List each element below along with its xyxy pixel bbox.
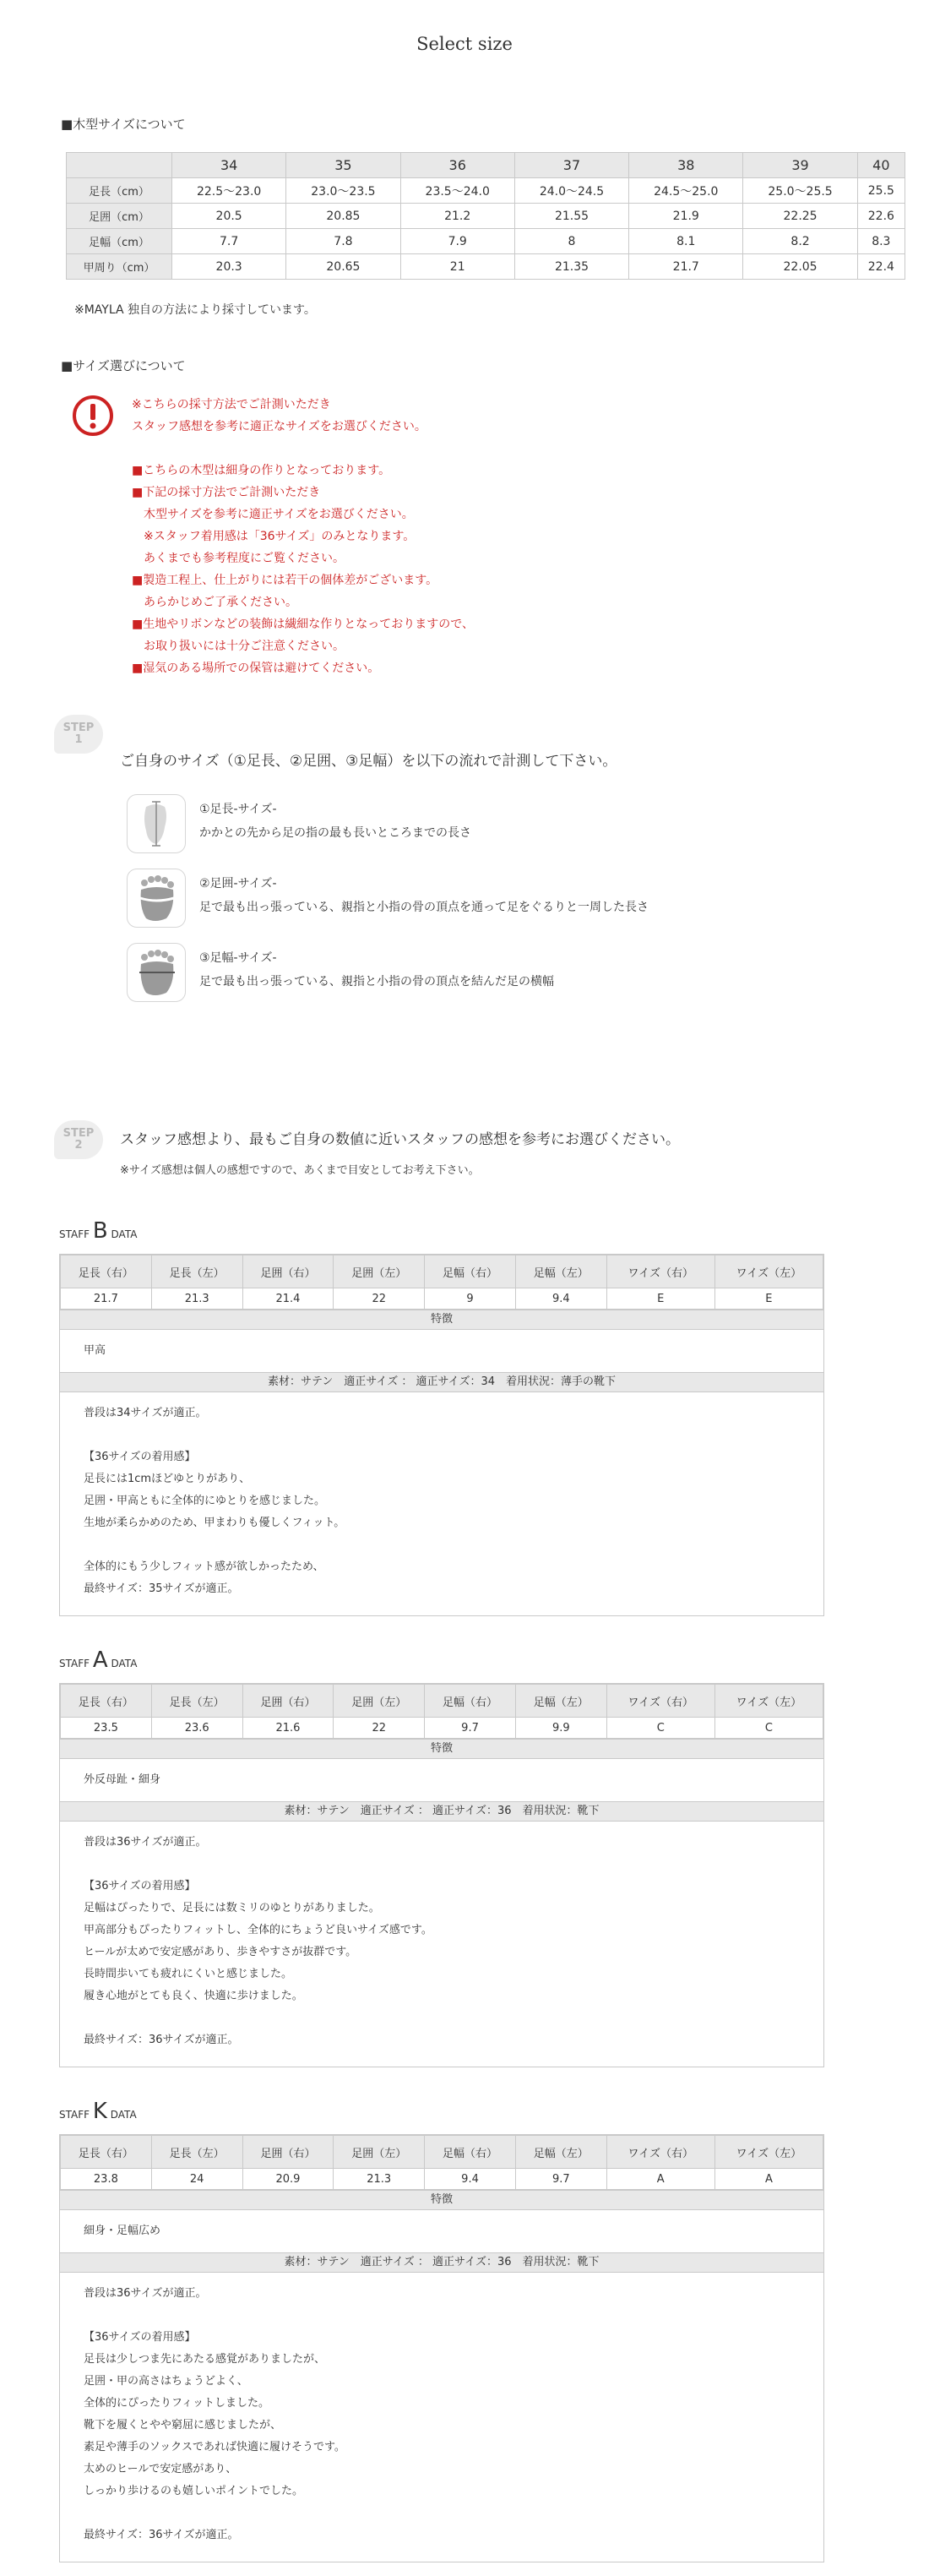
comment-line: 甲高部分もぴったりフィットし、全体的にちょうど良いサイズ感です。 bbox=[84, 1924, 432, 1936]
table-cell: 21.2 bbox=[400, 204, 514, 229]
comment-line: ヒールが太めで安定感があり、歩きやすさが抜群です。 bbox=[84, 1946, 357, 1958]
table-cell: 7.9 bbox=[400, 229, 514, 254]
size-selection-heading: ■サイズ選びについて bbox=[61, 358, 186, 373]
col-header: ワイズ（右） bbox=[606, 1685, 714, 1718]
table-cell: 23.5〜24.0 bbox=[400, 178, 514, 204]
value-cell: 22 bbox=[334, 1288, 425, 1310]
note-line: ■こちらの木型は細身の作りとなっております。 bbox=[132, 464, 391, 477]
value-cell: 9.4 bbox=[425, 2169, 516, 2190]
measure-girth bbox=[199, 872, 649, 919]
staff-letter: A bbox=[92, 1647, 108, 1673]
measure-title: ③足幅-サイズ- bbox=[199, 951, 277, 965]
table-cell: 8.2 bbox=[743, 229, 857, 254]
table-cell: 20.85 bbox=[286, 204, 400, 229]
table-cell: 21.9 bbox=[629, 204, 743, 229]
comment-line: 普段は36サイズが適正。 bbox=[84, 1836, 207, 1849]
col-header: 足囲（右） bbox=[242, 1255, 334, 1288]
staff-k-label bbox=[59, 2099, 137, 2124]
last-size-table bbox=[66, 152, 905, 280]
col-header: 足幅（右） bbox=[425, 1685, 516, 1718]
table-cell: 25.0〜25.5 bbox=[743, 178, 857, 204]
feature-text: 細身・足幅広め bbox=[84, 2225, 161, 2237]
table-cell: 20.3 bbox=[172, 254, 286, 280]
table-cell: 21.55 bbox=[514, 204, 628, 229]
table-cell: 21.7 bbox=[629, 254, 743, 280]
note-line: 木型サイズを参考に適正サイズをお選びください。 bbox=[132, 508, 414, 521]
warning-line: スタッフ感想を参考に適正なサイズをお選びください。 bbox=[132, 420, 426, 433]
staff-table bbox=[60, 1684, 823, 1739]
foot-width-icon bbox=[127, 943, 186, 1002]
measure-title: ②足囲-サイズ- bbox=[199, 877, 277, 890]
staff-prefix: STAFF bbox=[59, 2109, 90, 2121]
last-size-heading: ■木型サイズについて bbox=[61, 117, 186, 132]
row-label: 甲周り（cm） bbox=[67, 254, 172, 280]
size-cell: 38 bbox=[629, 153, 743, 178]
table-row bbox=[67, 178, 905, 204]
warning-line: ※こちらの採寸方法でご計測いただき bbox=[132, 398, 331, 411]
staff-b-label bbox=[59, 1218, 137, 1244]
feature-text: 外反母趾・細身 bbox=[84, 1773, 161, 1786]
value-cell: E bbox=[714, 1288, 823, 1310]
table-cell: 20.65 bbox=[286, 254, 400, 280]
staff-comments bbox=[60, 2273, 823, 2562]
col-header: ワイズ（左） bbox=[714, 1685, 823, 1718]
staff-suffix: DATA bbox=[110, 2109, 137, 2121]
col-header: 足長（右） bbox=[61, 1255, 152, 1288]
staff-header-row bbox=[61, 1255, 823, 1288]
table-cell: 7.8 bbox=[286, 229, 400, 254]
value-cell: 20.9 bbox=[242, 2169, 334, 2190]
table-cell: 21 bbox=[400, 254, 514, 280]
table-row bbox=[67, 229, 905, 254]
col-header: ワイズ（右） bbox=[606, 2136, 714, 2169]
staff-suffix: DATA bbox=[111, 1658, 138, 1669]
table-cell: 24.0〜24.5 bbox=[514, 178, 628, 204]
warning-text bbox=[132, 394, 426, 438]
table-cell: 22.25 bbox=[743, 204, 857, 229]
comment-line: 全体的にもう少しフィット感が欲しかったため、 bbox=[84, 1560, 324, 1573]
last-size-note: ※MAYLA 独自の方法により採寸しています。 bbox=[74, 303, 316, 317]
comment-line: 【36サイズの着用感】 bbox=[84, 1451, 196, 1463]
value-cell: 9.7 bbox=[425, 1718, 516, 1739]
wear-info: 素材：サテン 適正サイズ ： 適正サイズ：36 着用状況：靴下 bbox=[60, 2252, 823, 2273]
foot-girth-icon bbox=[127, 869, 186, 928]
step1-badge bbox=[54, 715, 103, 754]
comment-line bbox=[84, 2502, 800, 2524]
size-cell: 40 bbox=[857, 153, 905, 178]
value-cell: 21.3 bbox=[334, 2169, 425, 2190]
staff-comments bbox=[60, 1392, 823, 1615]
size-cell: 35 bbox=[286, 153, 400, 178]
measure-length bbox=[199, 798, 471, 845]
value-cell: 9.4 bbox=[515, 1288, 606, 1310]
staff-b-data bbox=[59, 1254, 824, 1616]
note-line: ■下記の採寸方法でご計測いただき bbox=[132, 486, 321, 499]
note-line: ■湿気のある場所での保管は避けてください。 bbox=[132, 662, 380, 675]
feature-header: 特徴 bbox=[60, 1310, 823, 1330]
comment-line bbox=[84, 2007, 800, 2029]
table-cell: 23.0〜23.5 bbox=[286, 178, 400, 204]
col-header: 足長（左） bbox=[151, 1255, 242, 1288]
staff-table bbox=[60, 1255, 823, 1310]
measure-desc: かかとの先から足の指の最も長いところまでの長さ bbox=[199, 826, 471, 840]
value-cell: 22 bbox=[334, 1718, 425, 1739]
comment-line: 普段は34サイズが適正。 bbox=[84, 1407, 207, 1419]
wear-info: 素材：サテン 適正サイズ ： 適正サイズ：36 着用状況：靴下 bbox=[60, 1801, 823, 1822]
staff-header-row bbox=[61, 2136, 823, 2169]
comment-line bbox=[84, 1534, 800, 1556]
comment-line: 足幅はぴったりで、足長には数ミリのゆとりがありました。 bbox=[84, 1902, 380, 1914]
col-header: 足長（左） bbox=[151, 2136, 242, 2169]
size-cell: 34 bbox=[172, 153, 286, 178]
size-cell: 36 bbox=[400, 153, 514, 178]
col-header: 足囲（右） bbox=[242, 2136, 334, 2169]
staff-value-row bbox=[61, 2169, 823, 2190]
table-cell: 22.4 bbox=[857, 254, 905, 280]
comment-line: 靴下を履くとやや窮屈に感じましたが、 bbox=[84, 2419, 282, 2432]
comment-line: 生地が柔らかめのため、甲まわりも優しくフィット。 bbox=[84, 1517, 345, 1529]
note-line: あくまでも参考程度にご覧ください。 bbox=[132, 552, 345, 565]
measure-title: ①足長-サイズ- bbox=[199, 803, 277, 816]
col-header: 足幅（左） bbox=[515, 2136, 606, 2169]
comment-line: 最終サイズ：36サイズが適正。 bbox=[84, 2529, 239, 2541]
comment-line: 素足や薄手のソックスであれば快適に履けそうです。 bbox=[84, 2441, 345, 2453]
step-number: 1 bbox=[74, 733, 83, 746]
staff-prefix: STAFF bbox=[59, 1658, 90, 1669]
col-header: 足長（右） bbox=[61, 1685, 152, 1718]
step1-text: ご自身のサイズ（①足長、②足囲、③足幅）を以下の流れで計測して下さい。 bbox=[120, 753, 617, 770]
comment-line: 【36サイズの着用感】 bbox=[84, 2331, 196, 2344]
value-cell: 23.5 bbox=[61, 1718, 152, 1739]
note-line: あらかじめご了承ください。 bbox=[132, 596, 297, 609]
value-cell: A bbox=[606, 2169, 714, 2190]
comment-line: しっかり歩けるのも嬉しいポイントでした。 bbox=[84, 2485, 304, 2497]
col-header: 足幅（左） bbox=[515, 1685, 606, 1718]
col-header: 足長（左） bbox=[151, 1685, 242, 1718]
staff-comments bbox=[60, 1822, 823, 2067]
col-header: 足囲（右） bbox=[242, 1685, 334, 1718]
col-header: 足囲（左） bbox=[334, 1255, 425, 1288]
measure-desc: 足で最も出っ張っている、親指と小指の骨の頂点を通って足をぐるりと一周した長さ bbox=[199, 901, 649, 914]
step-number: 2 bbox=[74, 1139, 83, 1152]
table-cell: 7.7 bbox=[172, 229, 286, 254]
table-cell: 25.5 bbox=[857, 178, 905, 204]
comment-line: 足長は少しつま先にあたる感覚がありましたが、 bbox=[84, 2353, 326, 2366]
measure-desc: 足で最も出っ張っている、親指と小指の骨の頂点を結んだ足の横幅 bbox=[199, 975, 554, 988]
note-line: お取り扱いには十分ご注意ください。 bbox=[132, 640, 345, 653]
comment-line: 足囲・甲高ともに全体的にゆとりを感じました。 bbox=[84, 1495, 326, 1507]
staff-k-data bbox=[59, 2134, 824, 2562]
comment-line: 最終サイズ：36サイズが適正。 bbox=[84, 2034, 239, 2046]
value-cell: 24 bbox=[151, 2169, 242, 2190]
size-cell: 39 bbox=[743, 153, 857, 178]
value-cell: E bbox=[606, 1288, 714, 1310]
value-cell: 21.7 bbox=[61, 1288, 152, 1310]
value-cell: 23.6 bbox=[151, 1718, 242, 1739]
step2-subtext: ※サイズ感想は個人の感想ですので、あくまで目安としてお考え下さい。 bbox=[120, 1164, 480, 1177]
size-notes bbox=[132, 460, 474, 679]
comment-line: 最終サイズ：35サイズが適正。 bbox=[84, 1582, 239, 1595]
comment-line: 太めのヒールで安定感があり、 bbox=[84, 2463, 237, 2475]
col-header: 足囲（左） bbox=[334, 1685, 425, 1718]
staff-header-row bbox=[61, 1685, 823, 1718]
value-cell: 9.9 bbox=[515, 1718, 606, 1739]
foot-length-icon bbox=[127, 794, 186, 853]
staff-value-row bbox=[61, 1718, 823, 1739]
col-header: 足囲（左） bbox=[334, 2136, 425, 2169]
staff-prefix: STAFF bbox=[59, 1228, 90, 1240]
row-label: 足囲（cm） bbox=[67, 204, 172, 229]
comment-line bbox=[84, 1424, 800, 1446]
table-cell: 22.05 bbox=[743, 254, 857, 280]
table-cell: 24.5〜25.0 bbox=[629, 178, 743, 204]
table-cell: 8.3 bbox=[857, 229, 905, 254]
staff-a-data bbox=[59, 1683, 824, 2067]
staff-letter: B bbox=[92, 1218, 108, 1244]
row-label: 足長（cm） bbox=[67, 178, 172, 204]
value-cell: C bbox=[606, 1718, 714, 1739]
feature-header: 特徴 bbox=[60, 2190, 823, 2210]
table-cell: 8 bbox=[514, 229, 628, 254]
note-line: ※スタッフ着用感は「36サイズ」のみとなります。 bbox=[132, 530, 416, 543]
table-row bbox=[67, 254, 905, 280]
comment-line bbox=[84, 2305, 800, 2327]
value-cell: 9.7 bbox=[515, 2169, 606, 2190]
corner-cell bbox=[67, 153, 172, 178]
col-header: 足長（右） bbox=[61, 2136, 152, 2169]
measure-width bbox=[199, 946, 554, 994]
step-word: STEP bbox=[62, 722, 95, 734]
comment-line: 足長には1cmほどゆとりがあり、 bbox=[84, 1473, 251, 1485]
col-header: ワイズ（左） bbox=[714, 2136, 823, 2169]
table-cell: 20.5 bbox=[172, 204, 286, 229]
table-cell: 8.1 bbox=[629, 229, 743, 254]
value-cell: C bbox=[714, 1718, 823, 1739]
value-cell: 21.6 bbox=[242, 1718, 334, 1739]
last-size-table-wrap bbox=[66, 152, 905, 280]
size-cell: 37 bbox=[514, 153, 628, 178]
col-header: 足幅（右） bbox=[425, 2136, 516, 2169]
col-header: 足幅（右） bbox=[425, 1255, 516, 1288]
value-cell: 21.4 bbox=[242, 1288, 334, 1310]
page-title: Select size bbox=[416, 34, 513, 54]
step2-badge bbox=[54, 1120, 103, 1159]
comment-line bbox=[84, 1854, 800, 1876]
comment-line: 足囲・甲の高さはちょうどよく、 bbox=[84, 2375, 248, 2388]
comment-line: 履き心地がとても良く、快適に歩けました。 bbox=[84, 1990, 303, 2002]
comment-line: 普段は36サイズが適正。 bbox=[84, 2287, 207, 2300]
table-cell: 22.5〜23.0 bbox=[172, 178, 286, 204]
staff-letter: K bbox=[92, 2099, 107, 2124]
note-line: ■製造工程上、仕上がりには若干の個体差がございます。 bbox=[132, 574, 438, 587]
exclamation-icon bbox=[71, 394, 115, 441]
staff-value-row bbox=[61, 1288, 823, 1310]
table-cell: 21.35 bbox=[514, 254, 628, 280]
wear-info: 素材：サテン 適正サイズ ： 適正サイズ：34 着用状況：薄手の靴下 bbox=[60, 1372, 823, 1392]
value-cell: 9 bbox=[425, 1288, 516, 1310]
size-header-row bbox=[67, 153, 905, 178]
value-cell: 23.8 bbox=[61, 2169, 152, 2190]
staff-a-label bbox=[59, 1647, 137, 1673]
staff-suffix: DATA bbox=[111, 1228, 138, 1240]
comment-line: 【36サイズの着用感】 bbox=[84, 1880, 196, 1893]
value-cell: A bbox=[714, 2169, 823, 2190]
feature-text: 甲高 bbox=[84, 1344, 106, 1357]
col-header: ワイズ（右） bbox=[606, 1255, 714, 1288]
col-header: 足幅（左） bbox=[515, 1255, 606, 1288]
comment-line: 全体的にぴったりフィットしました。 bbox=[84, 2397, 269, 2410]
note-line: ■生地やリボンなどの装飾は繊細な作りとなっておりますので、 bbox=[132, 618, 474, 631]
step-word: STEP bbox=[62, 1127, 95, 1140]
comment-line: 長時間歩いても疲れにくいと感じました。 bbox=[84, 1968, 293, 1980]
table-row bbox=[67, 204, 905, 229]
table-cell: 22.6 bbox=[857, 204, 905, 229]
col-header: ワイズ（左） bbox=[714, 1255, 823, 1288]
staff-table bbox=[60, 2135, 823, 2190]
row-label: 足幅（cm） bbox=[67, 229, 172, 254]
step2-text: スタッフ感想より、最もご自身の数値に近いスタッフの感想を参考にお選びください。 bbox=[120, 1131, 680, 1148]
feature-header: 特徴 bbox=[60, 1739, 823, 1759]
value-cell: 21.3 bbox=[151, 1288, 242, 1310]
